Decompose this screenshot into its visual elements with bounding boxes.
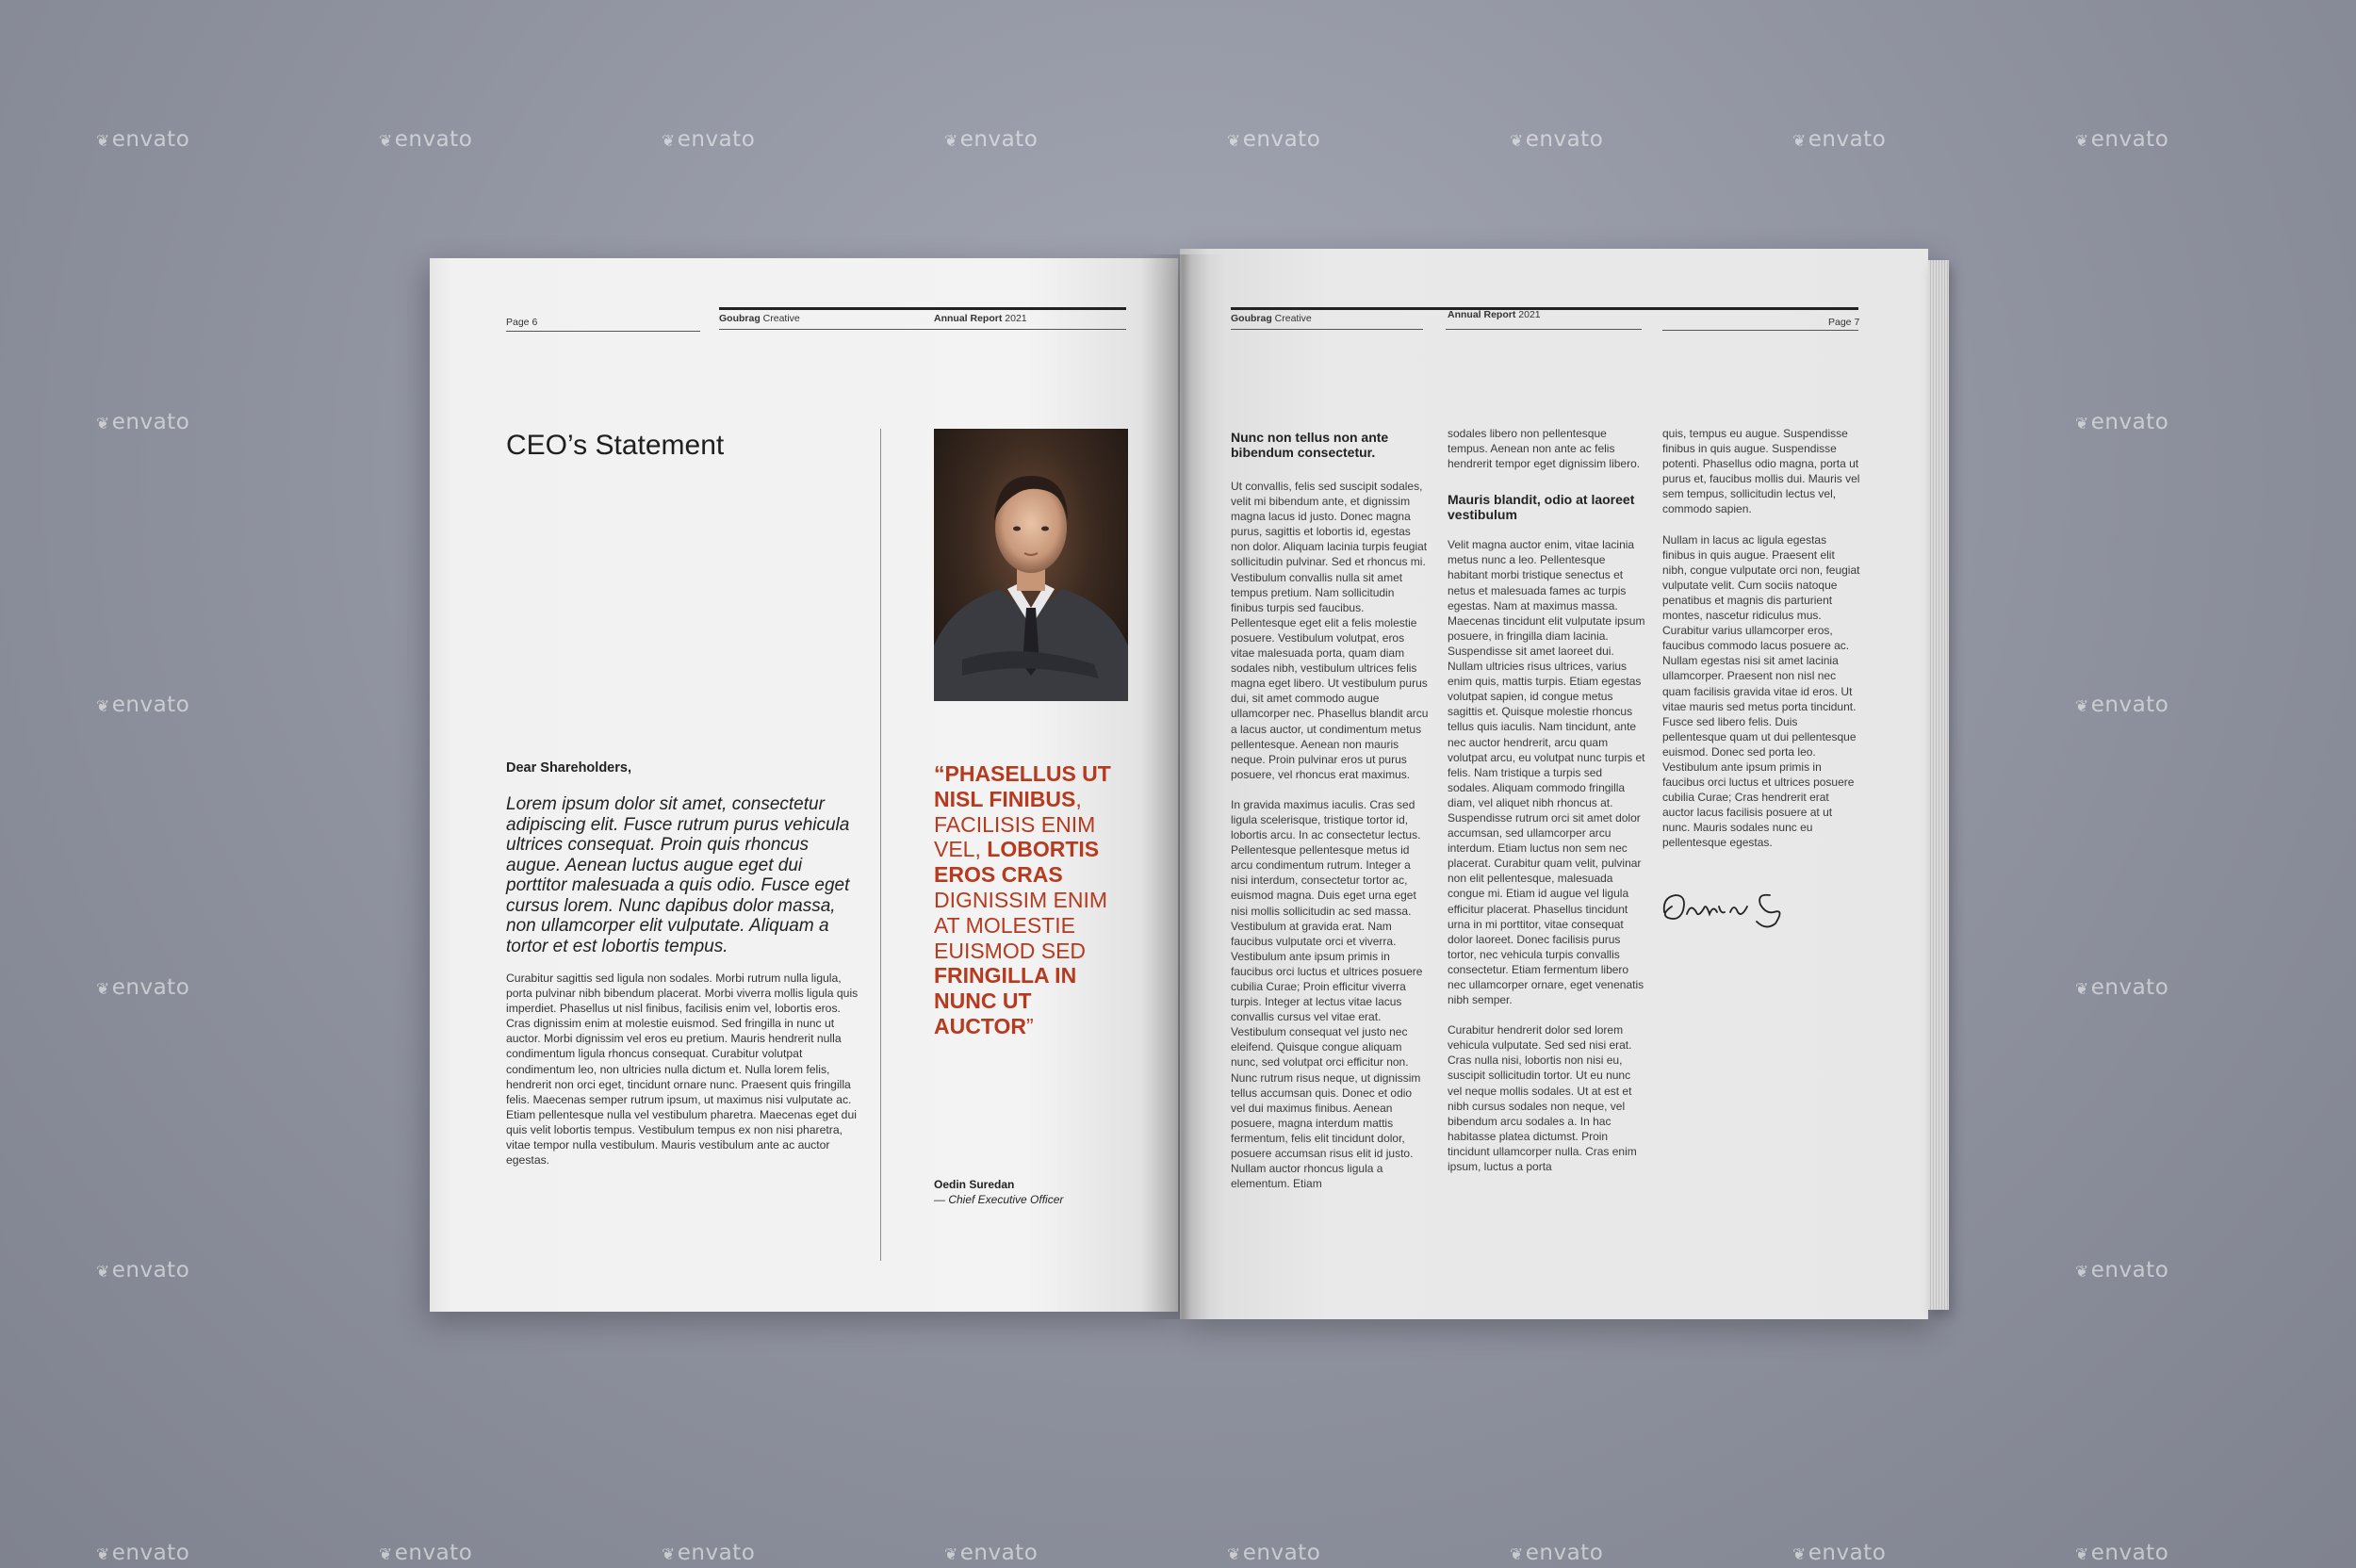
column-paragraph: Ut convallis, felis sed suscipit sodales, velit mi bibendum ante, et dignissim magna lacus id justo. Donec magna purus, sagittis et lobortis id, egestas non dolor. Aliquam lacinia turpis feugiat sollicitudin pulvinar. Sed et rhoncus mi. Vestibulum convallis nulla sit amet tempus pretium. Nam sollicitudin finibus turpis sed faucibus. Pellentesque eget elit a felis molestie posuere. Vestibulum volutpat, eros vitae malesuada porta, quam diam sodales nibh, vestibulum ultrices felis magna eget libero. Ut vestibulum purus dui, sit amet commodo augue ullamcorper nec. Phasellus blandit arcu a lacus auctor, ut condimentum metus pellentesque. Aenean non mauris neque. Proin pulvinar eros ut purus posuere, vel rhoncus erat maximus.: [1231, 480, 1429, 781]
watermark: ❦envato: [1792, 1541, 1887, 1565]
column-paragraph: In gravida maximus iaculis. Cras sed ligula scelerisque, tristique tortor id, lobortis arcu. In ac consectetur lectus. Pellentesque pellentesque metus id arcu condimentum rutrum. Integer a nisi interdum, consectetur tortor ac, euismod magna. Duis eget urna eget nisi mollis sollicitudin ac sed massa. Vestibulum at gravida erat. Nam faucibus vulputate orci et viverra. Vestibulum ante ipsum primis in faucibus orci luctus et ultrices posuere cubilia Curae; Proin efficitur viverra turpis. Integer at lectus vitae lacus convallis cursus vel vitae erat. Vestibulum consequat vel justo nec eleifend. Quisque congue aliquam nunc, sed volutpat orci efficitur non. Nunc rutrum risus neque, ut dignissim tellus accumsan quis. Donec et odio vel dui maximus finibus. Aenean posuere, magna interdum mattis fermentum, felis elit tincidunt dolor, posuere accumsan risus elit id justo. Nullam auctor rhoncus ligula a elementum. Etiam: [1231, 797, 1423, 1191]
column-paragraph: Velit magna auctor enim, vitae lacinia metus nunc a leo. Pellentesque habitant morbi tristique senectus et netus et malesuada fames ac turpis egestas. Nam at maximus massa. Maecenas tincidunt elit vulputate ipsum posuere, in fringilla diam lacinia. Suspendisse sit amet laoreet dui. Nullam ultricies risus ultrices, varius enim quis, mattis turpis. Etiam egestas volutpat sapien, id congue metus sagittis et. Quisque molestie rhoncus tellus quis iaculis. Nam tincidunt, ante nec auctor hendrerit, arcu quam volutpat arcu, eu volutpat nunc turpis et felis. Nam tristique a turpis sed sodales. Aliquam commodo fringilla diam, vel aliquet nibh rhoncus at. Suspendisse rutrum orci sit amet dolor accumsan, sed ullamcorper arcu interdum. Etiam luctus non sem nec placerat. Curabitur quam velit, pulvinar non elit pellentesque, malesuada congue mi. Etiam id augue vel ligula efficitur placerat. Phasellus tincidunt urna in mi porttitor, vitae consequat dolor laoreet. Donec facilisis purus tortor, nec vehicula turpis convallis consectetur. Etiam fermentum libero nec ullamcorper ornare, eget venenatis nibh semper.: [1448, 538, 1645, 1007]
header-rule: [719, 329, 1126, 330]
header-rule-thick: [1231, 307, 1858, 310]
text-column-1: [1231, 430, 1429, 1191]
header-rule: [506, 331, 700, 332]
watermark: ❦envato: [944, 127, 1039, 152]
report-title: Annual Report 2021: [1448, 309, 1541, 320]
watermark: ❦envato: [96, 693, 190, 717]
watermark: ❦envato: [1510, 127, 1604, 152]
watermark: ❦envato: [2075, 1541, 2169, 1565]
column-paragraph: Nullam in lacus ac ligula egestas finibus in quis augue. Praesent elit nibh, congue vulputate orci non, feugiat vulputate velit. Cum sociis natoque penatibus et magnis dis parturient montes, nascetur ridiculus mus. Curabitur varius ullamcorper eros, faucibus commodo lacus posuere ac. Nullam egestas nisi sit amet lacinia ullamcorper. Praesent non nisl nec quam facilisis gravida vitae id eros. Ut vitae mauris sed metus porta tincidunt. Fusce sed libero felis. Duis pellentesque quam ut dui pellentesque euismod. Donec sed porta leo. Vestibulum ante ipsum primis in faucibus orci luctus et ultrices posuere cubilia Curae; Cras hendrerit erat auctor lacus facilisis posuere at ut nunc. Mauris sodales nunc eu pellentesque egestas.: [1662, 532, 1860, 850]
column-heading: Nunc non tellus non ante bibendum consectetur.: [1231, 430, 1389, 460]
report-title: Annual Report 2021: [934, 313, 1027, 324]
header-rule-thick: [719, 307, 1126, 310]
header-rule: [1231, 329, 1423, 330]
page-title: CEO’s Statement: [506, 430, 725, 461]
watermark: ❦envato: [2075, 410, 2169, 434]
watermark: ❦envato: [662, 1541, 756, 1565]
author-block: [934, 1177, 1063, 1207]
column-paragraph: Curabitur hendrerit dolor sed lorem vehicula vulputate. Sed sed nisi erat. Cras nulla nisi, lobortis non nisi eu, suscipit sollicitudin tortor. Ut eu nunc vel neque mollis sodales. Ut at est et nibh cursus sodales non neque, vel bibendum arcu sodales a. In hac habitasse platea dictumst. Proin tincidunt ullamcorper nulla. Cras enim ipsum, luctus a porta: [1448, 1023, 1637, 1174]
column-heading: Mauris blandit, odio at laoreet vestibulum: [1448, 492, 1635, 523]
author-name: Oedin Suredan: [934, 1178, 1015, 1191]
page-number: Page 6: [506, 317, 538, 328]
page-stack-edge: [1928, 260, 1949, 1310]
watermark: ❦envato: [379, 1541, 473, 1565]
watermark: ❦envato: [96, 410, 190, 434]
author-role: — Chief Executive Officer: [934, 1193, 1064, 1206]
salutation: Dear Shareholders,: [506, 760, 631, 776]
brand-name: Goubrag Creative: [1231, 313, 1312, 324]
brand-name: Goubrag Creative: [719, 313, 800, 324]
watermark: ❦envato: [2075, 127, 2169, 152]
watermark: ❦envato: [379, 127, 473, 152]
watermark: ❦envato: [662, 127, 756, 152]
watermark: ❦envato: [1227, 127, 1321, 152]
header-rule: [1446, 329, 1642, 330]
text-column-2: [1448, 426, 1645, 1174]
watermark: ❦envato: [96, 1258, 190, 1282]
watermark: ❦envato: [96, 975, 190, 1000]
ceo-portrait: [934, 429, 1128, 701]
pull-quote: “PHASELLUS UT NISL FINIBUS, FACILISIS ENIM VEL, LOBORTIS EROS CRAS DIGNISSIM ENIM AT MOLESTIE EUISMOD SED FRINGILLA IN NUNC UT AUCTOR”: [934, 761, 1111, 1038]
watermark: ❦envato: [2075, 1258, 2169, 1282]
watermark: ❦envato: [2075, 693, 2169, 717]
column-paragraph: sodales libero non pellentesque tempus. Aenean non ante ac felis hendrerit tempor eget dignissim libero.: [1448, 427, 1641, 471]
lead-paragraph: Lorem ipsum dolor sit amet, consectetur adipiscing elit. Fusce rutrum purus vehicula ultrices consequat. Proin quis rhoncus augue. Aenean luctus augue eget dui porttitor malesuada a quis odio. Fusce eget cursus lorem. Nunc dapibus dolor massa, non ullamcorper elit vulputate. Aliquam a tortor et est lobortis tempus.: [506, 794, 850, 956]
watermark: ❦envato: [1792, 127, 1887, 152]
header-rule: [1662, 330, 1858, 331]
column-paragraph: quis, tempus eu augue. Suspendisse finibus in quis augue. Suspendisse potenti. Phasellus odio magna, porta ut purus et, faucibus mollis dui. Mauris vel sem tempus, sollicitudin lectus vel, commodo sapien.: [1662, 427, 1860, 516]
watermark: ❦envato: [944, 1541, 1039, 1565]
watermark: ❦envato: [1510, 1541, 1604, 1565]
watermark: ❦envato: [96, 127, 190, 152]
watermark: ❦envato: [1227, 1541, 1321, 1565]
column-divider: [880, 429, 881, 1261]
page-number: Page 7: [1828, 317, 1860, 328]
body-paragraph: Curabitur sagittis sed ligula non sodales. Morbi rutrum nulla ligula, porta pulvinar nibh bibendum placerat. Morbi viverra mollis ligula quis imperdiet. Phasellus ut nisl finibus, facilisis enim vel, lobortis eros. Cras dignissim enim at molestie euismod. Sed fringilla in nunc ut auctor. Morbi dignissim vel eros eu pretium. Mauris hendrerit nulla condimentum ligula rhoncus consequat. Curabitur volutpat condimentum leo, non ultricies nulla dictum et. Nulla lorem felis, hendrerit non orci eget, tincidunt ornare nunc. Praesent quis fringilla felis. Maecenas semper rutrum ipsum, ut maximus nisi vulputate ac. Etiam pellentesque nulla vel vestibulum pharetra. Maecenas eget dui quis velit lobortis tempus. Vestibulum tempus ex non nisi pharetra, vitae tempor nulla vestibulum. Mauris vestibulum ante ac auctor egestas.: [506, 972, 859, 1168]
watermark: ❦envato: [96, 1541, 190, 1565]
text-column-3: [1662, 426, 1860, 851]
watermark: ❦envato: [2075, 975, 2169, 1000]
ceo-signature: [1659, 886, 1800, 938]
